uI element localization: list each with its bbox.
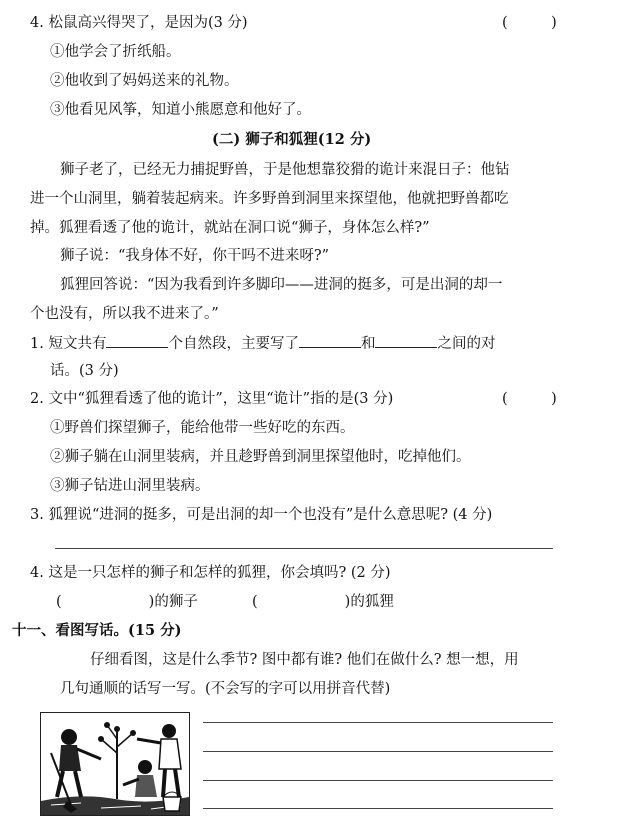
- section-title: (二) 狮子和狐狸(12 分): [212, 131, 372, 148]
- q3-stem: 3. 狐狸说“进洞的挺多，可是出洞的却一个也没有”是什么意思呢? (4 分): [30, 507, 493, 523]
- passage-p1-line2: 进一个山洞里，躺着装起病来。许多野兽到洞里来探望他，他就把野兽都吃: [30, 191, 509, 207]
- passage-p2: 狮子说：“我身体不好，你干吗不进来呀?”: [60, 248, 330, 264]
- q1-text-b: 个自然段，主要写了: [168, 336, 299, 352]
- passage-p1-line1: 狮子老了，已经无力捕捉野兽，于是他想靠狡猾的诡计来混日子：他钻: [60, 162, 510, 178]
- q4-lion-blank[interactable]: ( )的狮子: [56, 594, 198, 610]
- writing-line-3[interactable]: [203, 780, 553, 781]
- q1-blank-paragraph-count[interactable]: [106, 333, 168, 348]
- q1-line1: [30, 333, 495, 354]
- q4-prev-stem: 4. 松鼠高兴得哭了，是因为(3 分): [30, 15, 248, 31]
- passage-p3-line1: 狐狸回答说：“因为我看到许多脚印——进洞的挺多，可是出洞的却一: [60, 277, 503, 293]
- q4-fox-blank[interactable]: ( )的狐狸: [252, 594, 394, 610]
- section-11-instruction-line1: 仔细看图，这是什么季节? 图中都有谁? 他们在做什么? 想一想，用: [90, 652, 519, 668]
- writing-line-1[interactable]: [203, 722, 553, 723]
- q1-text-c: 和: [360, 336, 376, 352]
- q1-blank-character-1[interactable]: [299, 333, 361, 348]
- q4-stem: 4. 这是一只怎样的狮子和怎样的狐狸，你会填吗? (2 分): [30, 565, 391, 581]
- q1-text-a: 1. 短文共有: [30, 336, 107, 352]
- writing-line-2[interactable]: [203, 751, 553, 752]
- q1-line2: 话。(3 分): [50, 363, 119, 379]
- q1-blank-character-2[interactable]: [375, 333, 437, 348]
- tree-planting-picture: [40, 712, 190, 816]
- passage-p1-line3: 掉。狐狸看透了他的诡计，就站在洞口说“狮子，身体怎么样?”: [30, 220, 430, 236]
- q2-option-2: ②狮子躺在山洞里装病，并且趁野兽到洞里探望他时，吃掉他们。: [50, 449, 471, 465]
- q4-prev-answer-paren[interactable]: ( ): [502, 15, 557, 31]
- q2-option-1: ①野兽们探望狮子，能给他带一些好吃的东西。: [50, 420, 355, 436]
- section-11-title: 十一、看图写话。(15 分): [12, 622, 182, 639]
- q4-prev-option-3: ③他看见风筝，知道小熊愿意和他好了。: [50, 102, 311, 118]
- tree-planting-illustration: [41, 713, 189, 815]
- q2-answer-paren[interactable]: ( ): [502, 391, 557, 407]
- passage-p3-line2: 个也没有，所以我不进来了。”: [30, 306, 219, 322]
- q3-answer-line[interactable]: [55, 548, 553, 549]
- section-11-instruction-line2: 几句通顺的话写一写。(不会写的字可以用拼音代替): [60, 681, 391, 697]
- writing-line-4[interactable]: [203, 808, 553, 809]
- q2-stem: 2. 文中“狐狸看透了他的诡计”，这里“诡计”指的是(3 分): [30, 391, 394, 407]
- q2-option-3: ③狮子钻进山洞里装病。: [50, 478, 210, 494]
- q4-prev-option-1: ①他学会了折纸船。: [50, 44, 181, 60]
- q4-prev-option-2: ②他收到了妈妈送来的礼物。: [50, 73, 239, 89]
- q1-text-d: 之间的对: [437, 336, 496, 352]
